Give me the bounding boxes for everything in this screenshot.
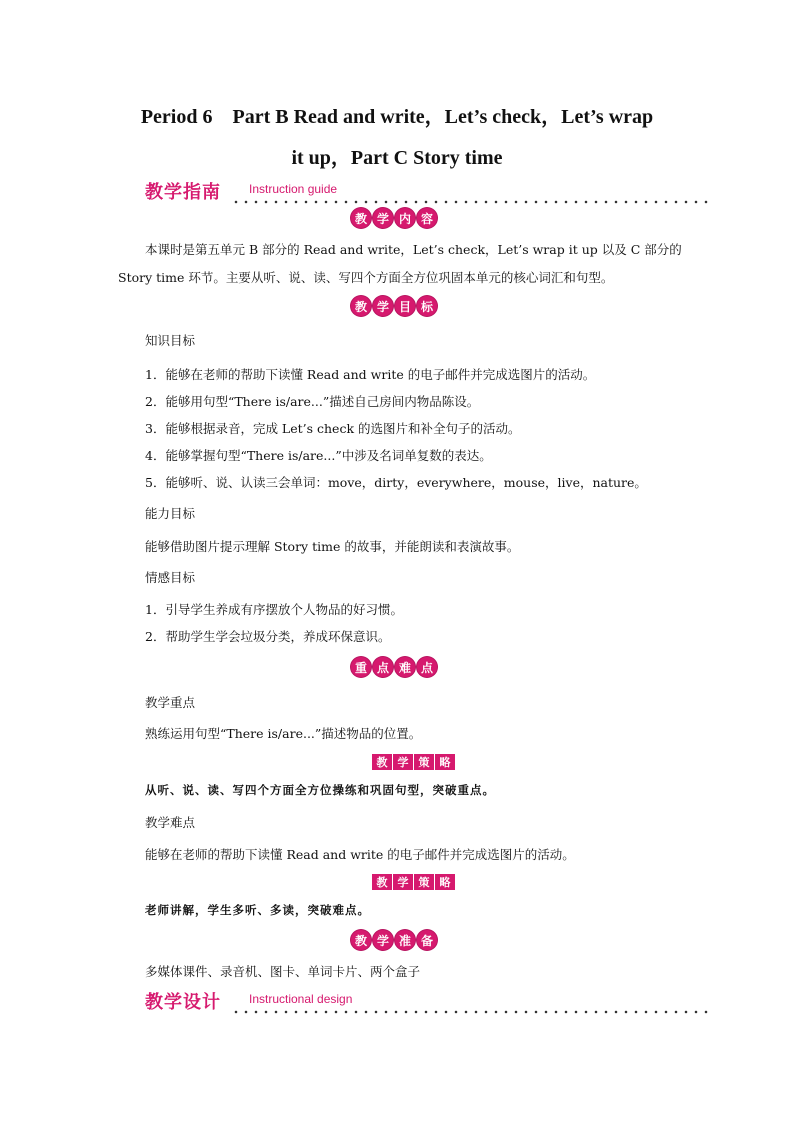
key-point-text: 熟练运用句型“There is/are...”描述物品的位置。 (145, 726, 422, 741)
knowledge-item: 3．能够根据录音，完成 Let’s check 的选图片和补全句子的活动。 (145, 421, 521, 436)
instruction-guide-cn: 教学指南 (145, 182, 221, 203)
badge-char: 点 (417, 657, 437, 677)
dotted-divider (231, 200, 710, 204)
badge-char: 内 (395, 208, 415, 228)
instruction-guide-en: Instruction guide (249, 182, 338, 196)
badge-char: 学 (373, 930, 393, 950)
badge-char: 教 (351, 930, 371, 950)
difficult-point-strategy: 老师讲解，学生多听、多读，突破难点。 (145, 903, 370, 917)
ability-heading: 能力目标 (145, 506, 196, 521)
badge-char: 学 (393, 754, 413, 770)
content-paragraph-line1: 本课时是第五单元 B 部分的 Read and write，Let’s check，Let’s wrap it up 以及 C 部分的 (145, 242, 682, 257)
badge-char: 教 (372, 754, 392, 770)
emotion-item: 2．帮助学生学会垃圾分类，养成环保意识。 (145, 629, 391, 644)
instruction-guide-header (145, 178, 710, 206)
instructional-design-cn: 教学设计 (145, 992, 221, 1013)
badge-char: 学 (393, 874, 413, 890)
badge-char: 教 (351, 296, 371, 316)
instructional-design-header (145, 988, 710, 1016)
badge-char: 标 (417, 296, 437, 316)
badge-char: 重 (351, 657, 371, 677)
strategy-badge (372, 874, 455, 890)
difficult-point-text: 能够在老师的帮助下读懂 Read and write 的电子邮件并完成选图片的活动。 (145, 847, 575, 862)
ability-text: 能够借助图片提示理解 Story time 的故事，并能朗读和表演故事。 (145, 539, 520, 554)
knowledge-item: 1．能够在老师的帮助下读懂 Read and write 的电子邮件并完成选图片的活动。 (145, 367, 596, 382)
page-title-line1: Period 6 Part B Read and write，Let’s check，Let’s wrap (140, 106, 654, 128)
difficult-point-heading: 教学难点 (145, 815, 196, 830)
knowledge-item: 2．能够用句型“There is/are...”描述自己房间内物品陈设。 (145, 394, 480, 409)
emotion-item: 1．引导学生养成有序摆放个人物品的好习惯。 (145, 602, 403, 617)
badge-char: 学 (373, 208, 393, 228)
badge-char: 点 (373, 657, 393, 677)
badge-char: 略 (435, 874, 455, 890)
badge-char: 准 (395, 930, 415, 950)
preparation-badge (351, 930, 437, 950)
badge-char: 学 (373, 296, 393, 316)
preparation-text: 多媒体课件、录音机、图卡、单词卡片、两个盒子 (145, 964, 421, 979)
key-point-strategy: 从听、说、读、写四个方面全方位操练和巩固句型，突破重点。 (145, 783, 495, 797)
badge-char: 目 (395, 296, 415, 316)
page-title-line2: it up，Part C Story time (291, 147, 503, 169)
strategy-badge (372, 754, 455, 770)
badge-char: 策 (414, 874, 434, 890)
emotion-heading: 情感目标 (145, 570, 196, 585)
badge-char: 策 (414, 754, 434, 770)
badge-char: 容 (417, 208, 437, 228)
badge-char: 略 (435, 754, 455, 770)
key-points-badge (351, 657, 437, 677)
knowledge-heading: 知识目标 (145, 333, 196, 348)
badge-char: 难 (395, 657, 415, 677)
badge-char: 教 (351, 208, 371, 228)
knowledge-item: 5．能够听、说、认读三会单词：move，dirty，everywhere，mouse，live，nature。 (145, 475, 647, 490)
instructional-design-en: Instructional design (249, 992, 353, 1006)
badge-char: 教 (372, 874, 392, 890)
key-point-heading: 教学重点 (145, 695, 196, 710)
dotted-divider (231, 1010, 710, 1014)
content-paragraph-line2: Story time 环节。主要从听、说、读、写四个方面全方位巩固本单元的核心词汇和句型。 (118, 270, 614, 285)
badge-char: 备 (417, 930, 437, 950)
goals-badge (351, 296, 437, 316)
knowledge-item: 4．能够掌握句型“There is/are...”中涉及名词单复数的表达。 (145, 448, 492, 463)
content-badge (351, 208, 437, 228)
